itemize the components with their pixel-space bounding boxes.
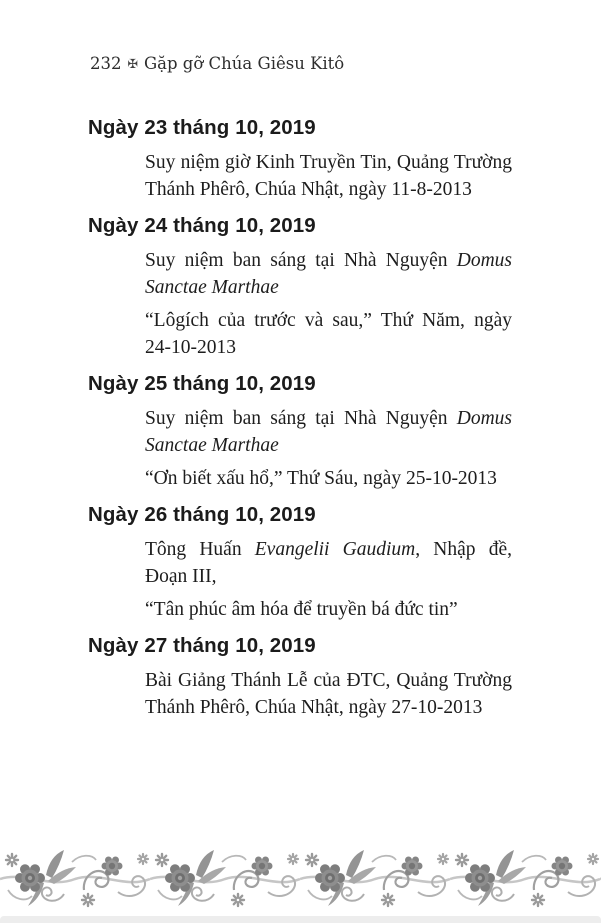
- entry-paragraph: [145, 247, 512, 301]
- entry-paragraph: [145, 536, 512, 590]
- entry-body: [145, 405, 512, 492]
- diary-entry: [88, 114, 512, 203]
- running-header: [90, 53, 344, 76]
- bottom-bar: [0, 916, 601, 923]
- diary-entry: [88, 501, 512, 623]
- entry-body: [145, 149, 512, 203]
- text-segment-italic: Domus Sanctae Marthae: [145, 250, 512, 298]
- diary-entry: [88, 370, 512, 492]
- entry-body: [145, 247, 512, 361]
- text-segment: “Tân phúc âm hóa để truyền bá đức tin”: [145, 599, 458, 620]
- entry-body: [145, 536, 512, 623]
- entry-paragraph: [145, 596, 512, 623]
- text-segment: , Nhập đề, Đoạn III,: [145, 539, 512, 587]
- entry-body: [145, 667, 512, 721]
- text-segment: “Lôgích của trước và sau,” Thứ Năm, ngày 24-10-2013: [145, 310, 512, 358]
- entry-paragraph: [145, 149, 512, 203]
- text-segment: Suy niệm giờ Kinh Truyền Tin, Quảng Trường Thánh Phêrô, Chúa Nhật, ngày 11-8-2013: [145, 152, 512, 200]
- entry-date-heading: Ngày 27 tháng 10, 2019: [88, 634, 316, 657]
- entries-list: [88, 114, 512, 730]
- entry-paragraph: [145, 307, 512, 361]
- entry-date-heading: Ngày 25 tháng 10, 2019: [88, 372, 316, 395]
- diary-entry: [88, 212, 512, 361]
- entry-paragraph: [145, 465, 512, 492]
- page-number: 232: [90, 54, 122, 73]
- text-segment: Suy niệm ban sáng tại Nhà Nguyện: [145, 250, 457, 271]
- entry-date-heading: Ngày 26 tháng 10, 2019: [88, 503, 316, 526]
- book-title: Gặp gỡ Chúa Giêsu Kitô: [143, 54, 345, 73]
- diary-entry: [88, 632, 512, 721]
- text-segment: Bài Giảng Thánh Lễ của ĐTC, Quảng Trường Thánh Phêrô, Chúa Nhật, ngày 27-10-2013: [145, 670, 512, 718]
- text-segment: “Ơn biết xấu hổ,” Thứ Sáu, ngày 25-10-2013: [145, 468, 497, 489]
- text-segment: Suy niệm ban sáng tại Nhà Nguyện: [145, 408, 457, 429]
- text-segment-italic: Evangelii Gaudium: [254, 539, 416, 560]
- entry-paragraph: [145, 405, 512, 459]
- maltese-cross-icon: ✠: [127, 56, 138, 71]
- floral-border-ornament-icon: [0, 850, 601, 908]
- entry-date-heading: Ngày 24 tháng 10, 2019: [88, 214, 316, 237]
- entry-paragraph: [145, 667, 512, 721]
- text-segment: Tông Huấn: [145, 539, 255, 560]
- entry-date-heading: Ngày 23 tháng 10, 2019: [88, 116, 316, 139]
- text-segment-italic: Domus Sanctae Marthae: [145, 408, 512, 456]
